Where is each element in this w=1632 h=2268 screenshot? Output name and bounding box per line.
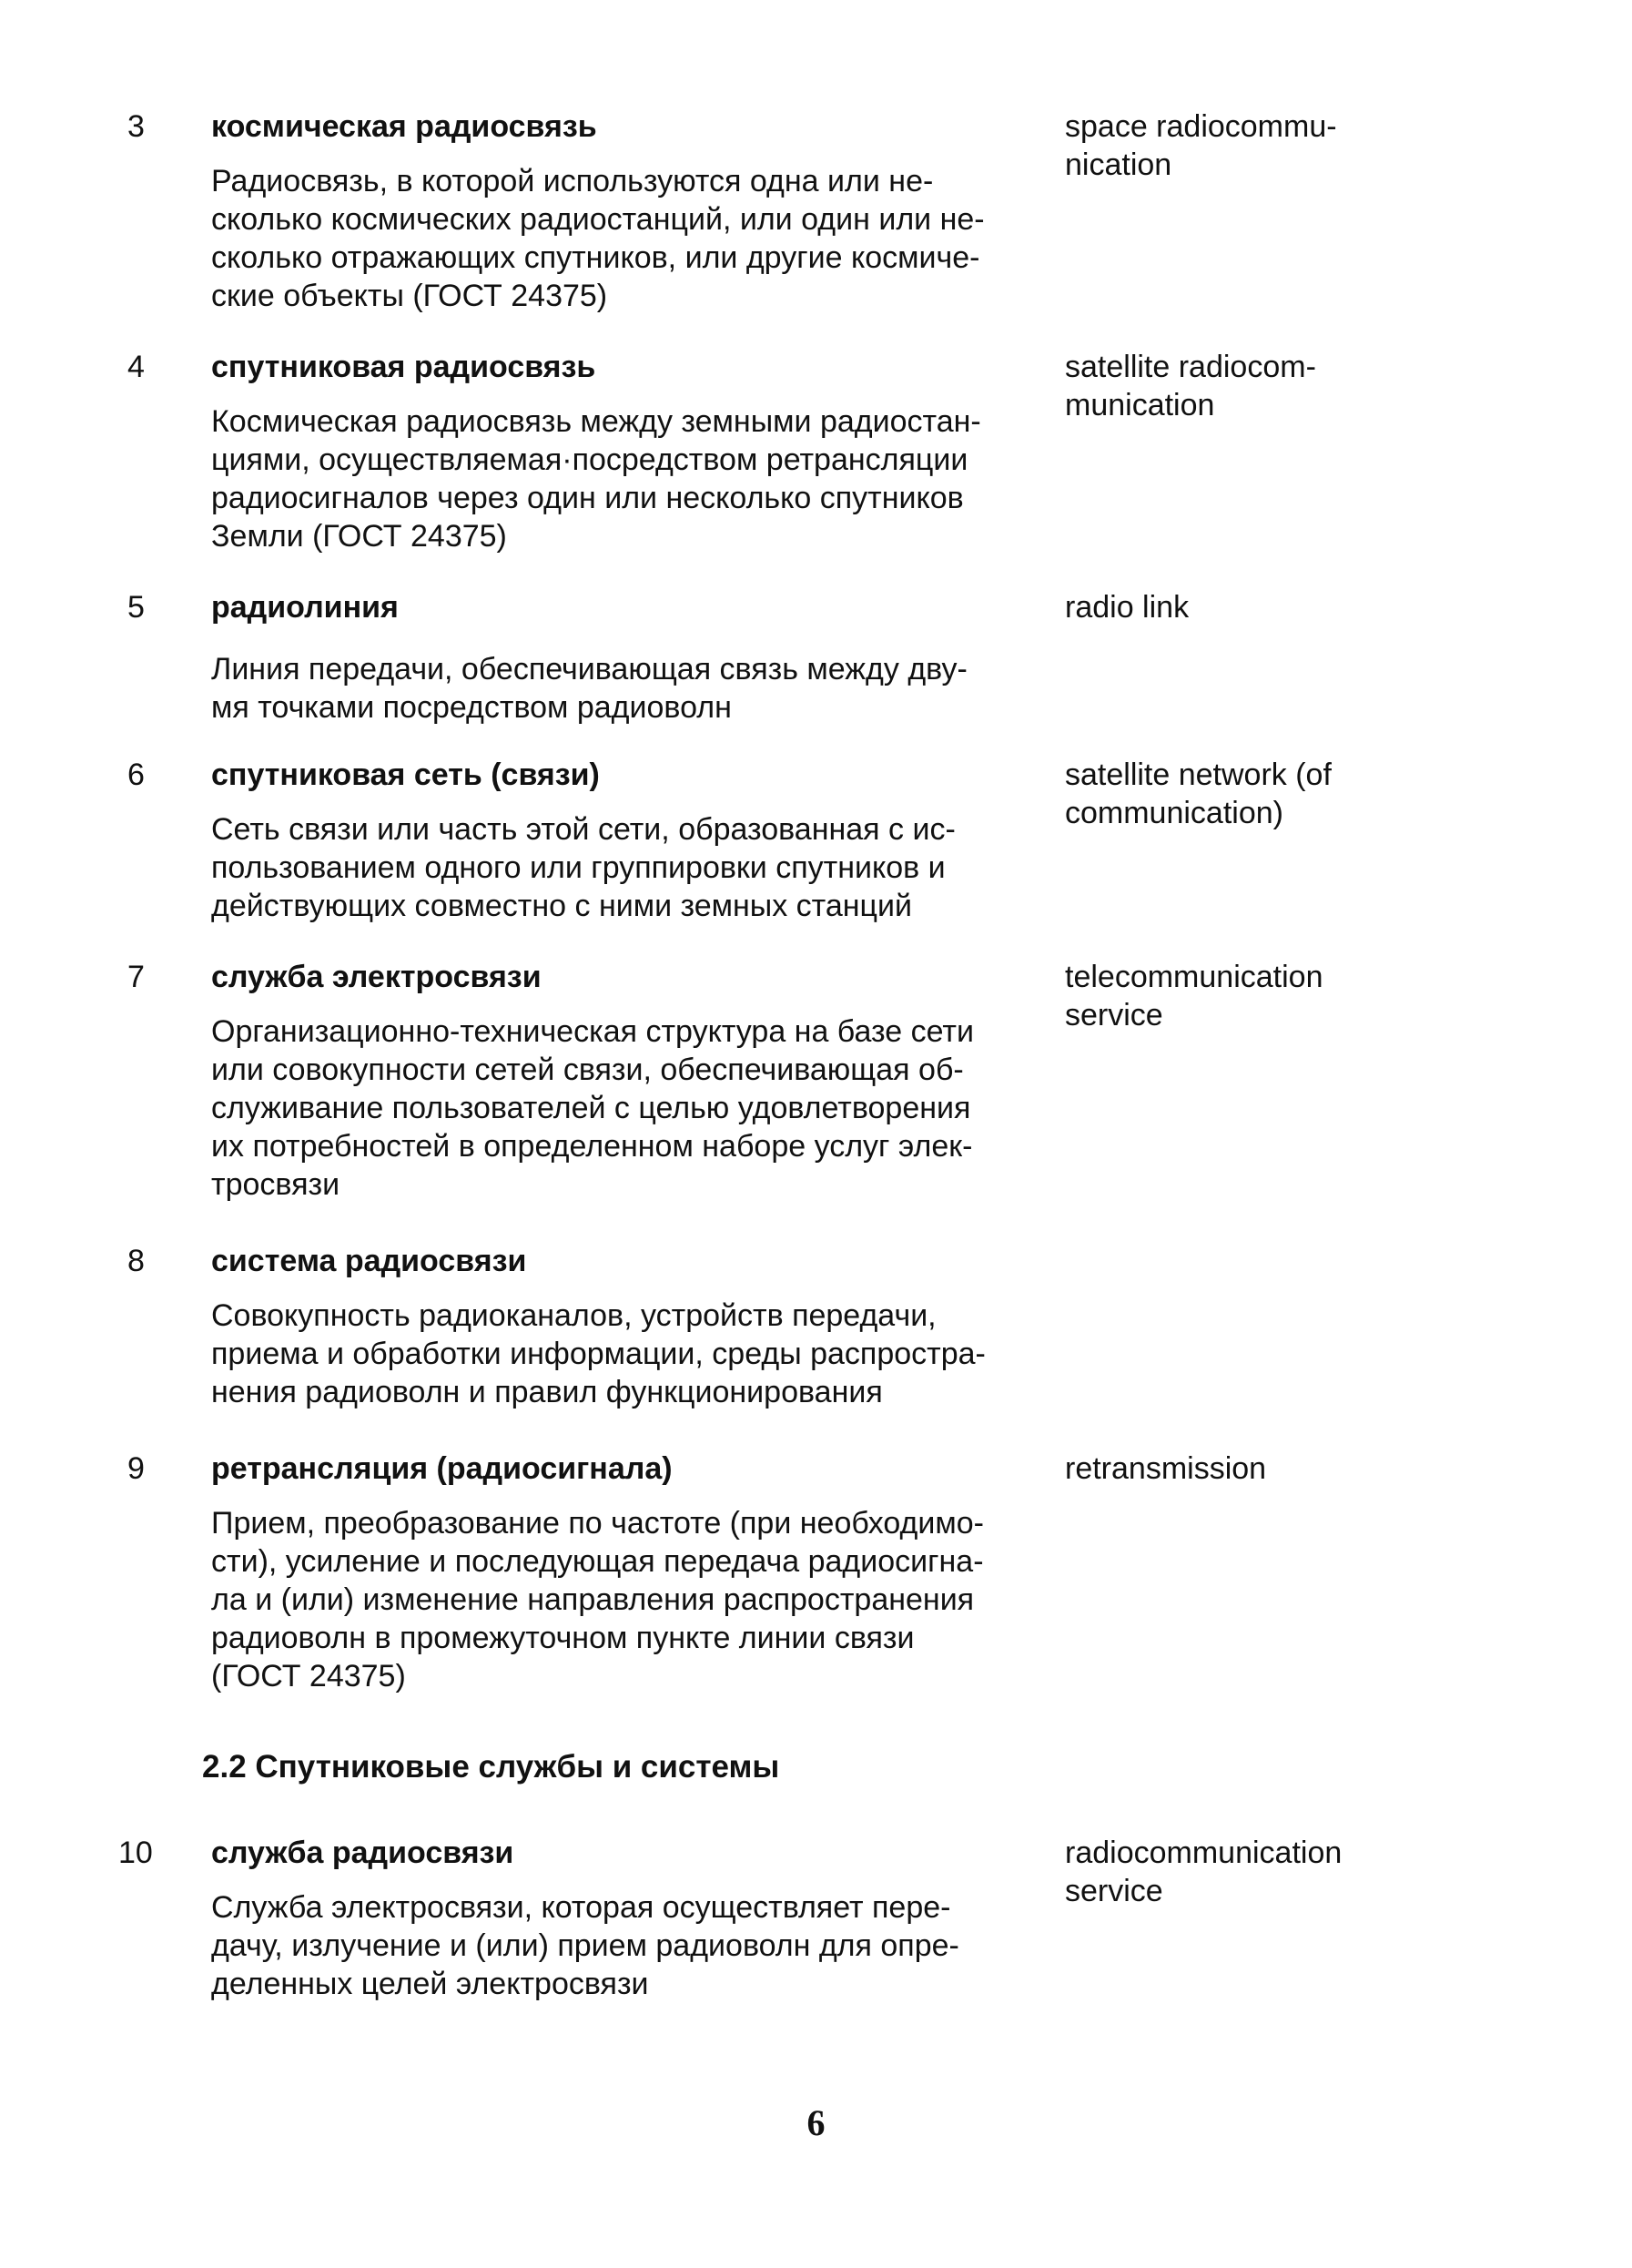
english-line: telecommunication <box>1065 960 1323 994</box>
english-line: nication <box>1065 147 1172 182</box>
definition-line: их потребностей в определенном наборе услуг элек- <box>211 1129 973 1164</box>
english-term <box>1065 1834 1575 1910</box>
english-line: munication <box>1065 388 1215 422</box>
entry-number: 8 <box>127 1244 145 1278</box>
definition-line: приема и обработки информации, среды распростра- <box>211 1337 986 1371</box>
entry-number: 9 <box>127 1451 145 1486</box>
entry-number: 6 <box>127 758 145 792</box>
definition-line: тросвязи <box>211 1167 340 1202</box>
page-number: 6 <box>806 2102 826 2143</box>
section-heading: 2.2 Спутниковые службы и системы <box>202 1749 780 1785</box>
definition-line: дачу, излучение и (или) прием радиоволн для опре- <box>211 1928 959 1963</box>
term-definition <box>211 402 1012 555</box>
definition-line: или совокупности сетей связи, обеспечивающая об- <box>211 1053 964 1087</box>
entry-number: 5 <box>127 590 145 625</box>
entry-number: 10 <box>118 1836 153 1870</box>
english-line: radio link <box>1065 590 1190 625</box>
term-title: служба электросвязи <box>211 960 542 994</box>
english-line: satellite radiocom- <box>1065 350 1316 384</box>
english-line: radiocommunication <box>1065 1836 1343 1870</box>
definition-line: Линия передачи, обеспечивающая связь между дву- <box>211 652 968 687</box>
term-definition <box>211 1012 1012 1204</box>
definition-line: Организационно-техническая структура на базе сети <box>211 1014 974 1049</box>
definition-line: сти), усиление и последующая передача радиосигна- <box>211 1544 984 1579</box>
definition-line: Служба электросвязи, которая осуществляет пере- <box>211 1890 951 1925</box>
english-term <box>1065 756 1575 832</box>
english-term <box>1065 1449 1575 1488</box>
term-definition <box>211 1297 1012 1411</box>
term-definition <box>211 1888 1012 2003</box>
english-line: service <box>1065 1874 1163 1908</box>
definition-line: сколько отражающих спутников, или другие космиче- <box>211 240 980 275</box>
term-definition <box>211 810 1012 925</box>
entry-number: 4 <box>127 350 145 384</box>
entry-number: 7 <box>127 960 145 994</box>
term-definition <box>211 162 1012 315</box>
english-term <box>1065 958 1575 1034</box>
english-term <box>1065 348 1575 424</box>
definition-line: деленных целей электросвязи <box>211 1967 649 2001</box>
definition-line: действующих совместно с ними земных станций <box>211 889 913 923</box>
english-term <box>1065 107 1575 184</box>
definition-line: Сеть связи или часть этой сети, образованная с ис- <box>211 812 956 847</box>
definition-line: Космическая радиосвязь между земными радиостан- <box>211 404 981 439</box>
definition-line: сколько космических радиостанций, или один или не- <box>211 202 985 237</box>
definition-line: (ГОСТ 24375) <box>211 1659 406 1693</box>
definition-line: ла и (или) изменение направления распространения <box>211 1582 975 1617</box>
english-line: retransmission <box>1065 1451 1267 1486</box>
definition-line: Прием, преобразование по частоте (при необходимо- <box>211 1506 984 1541</box>
definition-line: Земли (ГОСТ 24375) <box>211 519 507 554</box>
term-title: система радиосвязи <box>211 1244 527 1278</box>
definition-line: циями, осуществляемая·посредством ретрансляции <box>211 442 968 477</box>
term-title: космическая радиосвязь <box>211 109 597 144</box>
definition-line: ские объекты (ГОСТ 24375) <box>211 279 608 313</box>
definition-line: Совокупность радиоканалов, устройств передачи, <box>211 1298 937 1333</box>
english-line: satellite network (of <box>1065 758 1332 792</box>
term-title: спутниковая сеть (связи) <box>211 758 600 792</box>
definition-line: Радиосвязь, в которой используются одна или не- <box>211 164 934 198</box>
term-title: радиолиния <box>211 590 399 625</box>
english-line: service <box>1065 998 1163 1032</box>
english-line: communication) <box>1065 796 1283 830</box>
term-title: ретрансляция (радиосигнала) <box>211 1451 673 1486</box>
definition-line: служивание пользователей с целью удовлетворения <box>211 1091 971 1125</box>
english-term <box>1065 588 1575 626</box>
definition-line: радиосигналов через один или несколько спутников <box>211 481 964 515</box>
term-definition <box>211 1504 1012 1695</box>
definition-line: нения радиоволн и правил функционирования <box>211 1375 883 1409</box>
term-title: спутниковая радиосвязь <box>211 350 596 384</box>
term-title: служба радиосвязи <box>211 1836 514 1870</box>
english-line: space radiocommu- <box>1065 109 1337 144</box>
definition-line: радиоволн в промежуточном пункте линии связи <box>211 1621 915 1655</box>
term-definition <box>211 650 1012 727</box>
entry-number: 3 <box>127 109 145 144</box>
definition-line: мя точками посредством радиоволн <box>211 690 732 725</box>
definition-line: пользованием одного или группировки спутников и <box>211 850 946 885</box>
